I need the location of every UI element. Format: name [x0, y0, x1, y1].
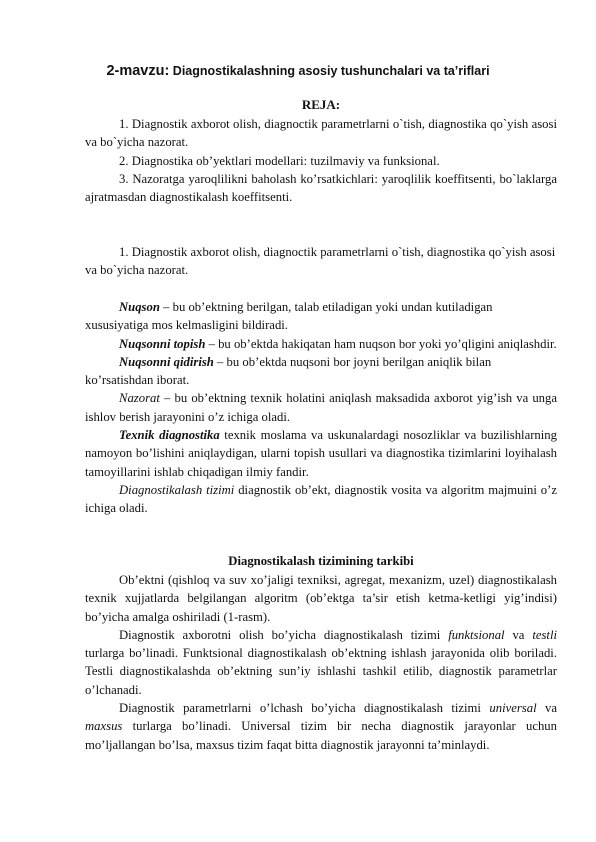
definition-term: Diagnostikalash tizimi [119, 482, 235, 497]
definition-term: Nuqsonni topish [119, 336, 206, 351]
definition-text: diagnostik ob’ekt, diagnostik vosita va algoritm majmuini o’z ichiga oladi. [85, 482, 557, 516]
definitions-list [85, 298, 557, 518]
definition-text: – bu ob’ektda nuqsoni bor joyni berilgan aniqlik bilan ko’rsatishdan iborat. [85, 354, 492, 388]
paragraph-1: Ob’ektni (qishloq va suv xo’jaligi texniksi, agregat, mexanizm, uzel) diagnostikalash texnik xujjatlarda belgilangan algoritm (ob’ektga ta’sir etish ketma-ketligi yig’indisi) bo’yicha amalga oshiriladi (1-rasm). [85, 573, 557, 624]
definition-term: Nuqsonni qidirish [119, 354, 214, 369]
plan-item-1: 1. Diagnostik axborot olish, diagnoctik parametrlarni o`tish, diagnostika qo`yish asosi va bo`yicha nazorat. [85, 117, 557, 150]
definition-text: – bu ob’ektning texnik holatini aniqlash maksadida axborot yig’ish va unga ishlov berish jarayonini o’z ichiga oladi. [85, 391, 557, 424]
definition-nuqson-qidirish [85, 353, 557, 390]
paragraph-2: Diagnostik axborotni olish bo’yicha diagnostikalash tizimi funktsional va testli turlarga bo’linadi. Funktsional diagnostikalash ob’ektning ishlash jarayonida olib boriladi. Testli diagnostikalashda ob’ektning sun’iy ishlashi tashkil etilib, diagnostik parametrlar o’lchanadi. [85, 627, 557, 697]
definition-nuqson-topish [85, 335, 557, 353]
definition-texnik-diagnostika [85, 426, 557, 481]
definition-nuqson [85, 298, 557, 335]
definition-text: texnik moslama va uskunalardagi nosozliklar va buzilishlarning namoyon bo’lishini aniqlaydigan, ularni topish usullari va diagnostika tizimlarini loyihalash tamoyillarini ishlab chiqadigan ilmiy fandir. [85, 428, 557, 479]
topic-number: 2-mavzu: [106, 63, 170, 79]
plan-item-2: 2. Diagnostika ob’yektlari modellari: tuzilmaviy va funksional. [119, 153, 440, 168]
plan-heading: REJA: [301, 97, 341, 112]
section-title-text: 1. Diagnostik axborot olish, diagnoctik parametrlarni o`tish, diagnostika qo`yish asosi va bo`yicha nazorat. [85, 245, 556, 278]
definition-term: Texnik diagnostika [119, 428, 220, 443]
section-title [85, 243, 557, 280]
structure-body [85, 571, 557, 754]
definition-nazorat [85, 389, 557, 426]
definition-term: Nuqson [119, 300, 160, 314]
definition-diagnostikalash-tizimi [85, 481, 557, 518]
structure-heading: Diagnostikalash tizimining tarkibi [228, 554, 414, 568]
plan-list [85, 115, 557, 206]
definition-term: Nazorat [119, 391, 160, 406]
definition-text: – bu ob’ektda hakiqatan ham nuqson bor yoki yo’qligini aniqlashdir. [205, 336, 557, 351]
definition-text: – bu ob’ektning berilgan, talab etiladigan yoki undan kutiladigan xususiyatiga mos kelmasligini bildiradi. [85, 300, 493, 333]
page-title [0, 62, 596, 80]
topic-title: Diagnostikalashning asosiy tushunchalari va ta’riflari [169, 64, 490, 78]
plan-item-3: 3. Nazoratga yaroqlilikni baholash ko’rsatkichlari: yaroqlilik koeffitsenti, bo`laklarga ajratmasdan diagnostikalash koeffitsenti. [85, 171, 557, 205]
paragraph-3: Diagnostik parametrlarni o’lchash bo’yicha diagnostikalash tizimi universal va maxsus turlarga bo’linadi. Universal tizim bir necha diagnostik jarayonlar uchun mo’ljallangan bo’lsa, maxsus tizim faqat bitta diagnostik jarayonni ta’minlaydi. [85, 701, 557, 752]
